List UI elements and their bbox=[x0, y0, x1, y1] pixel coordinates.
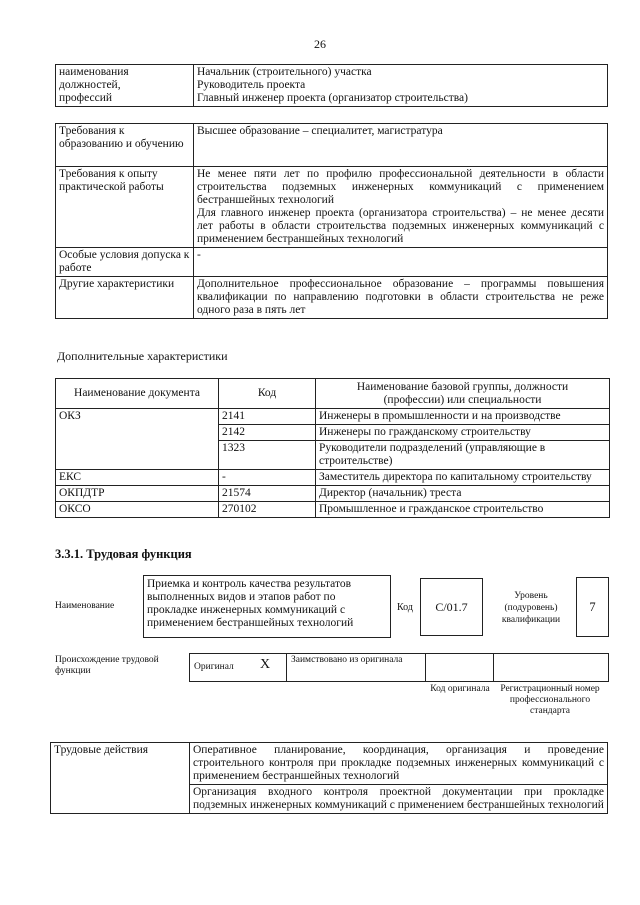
positions-table bbox=[55, 64, 608, 107]
doc-name-cell: ОКЗ bbox=[56, 409, 219, 470]
special-conditions-label: Особые условия допуска к работе bbox=[56, 248, 194, 277]
position-title: Руководитель проекта bbox=[197, 79, 306, 91]
labor-action-item: Организация входного контроля проектной документации при прокладке подземных инженерных коммуникаций с применением бестраншейных технологий bbox=[190, 785, 608, 814]
other-characteristics-value: Дополнительное профессиональное образование – программы повышения квалификации по направлению подготовки в области строительства не реже одного раза в пять лет bbox=[194, 277, 608, 319]
doc-name-cell: ЕКС bbox=[56, 470, 219, 486]
function-heading: 3.3.1. Трудовая функция bbox=[55, 547, 192, 561]
function-code-box bbox=[420, 578, 483, 636]
header-document: Наименование документа bbox=[56, 379, 219, 409]
code-cell: 2142 bbox=[219, 425, 316, 441]
experience-value-2: Для главного инженер проекта (организатора строительства) – не менее десяти лет работы в области строительства подземных инженерных коммуникаций с применением бестраншейных технологий bbox=[197, 207, 604, 245]
qualification-level-value: 7 bbox=[589, 599, 596, 614]
experience-label: Требования к опыту практической работы bbox=[56, 167, 194, 248]
positions-label-line: наименования bbox=[59, 66, 129, 78]
origin-label: Происхождение трудовой функции bbox=[55, 655, 159, 676]
group-name-cell: Заместитель директора по капитальному строительству bbox=[316, 470, 610, 486]
group-name-cell: Инженеры в промышленности и на производстве bbox=[316, 409, 610, 425]
additional-heading: Дополнительные характеристики bbox=[57, 349, 228, 363]
positions-label-cell bbox=[56, 65, 194, 107]
positions-value-cell bbox=[194, 65, 608, 107]
function-code-label: Код bbox=[397, 602, 413, 613]
header-group-name: Наименование базовой группы, должности (профессии) или специальности bbox=[316, 379, 610, 409]
qualification-level-label: Уровень (подуровень) квалификации bbox=[501, 591, 561, 625]
experience-value-cell bbox=[194, 167, 608, 248]
code-cell: 2141 bbox=[219, 409, 316, 425]
origin-original-mark: X bbox=[260, 657, 271, 672]
code-cell: 1323 bbox=[219, 441, 316, 470]
function-name-value: Приемка и контроль качества результатов выполненных видов и этапов работ по прокладке инженерных коммуникаций с применением бестраншейных технологий bbox=[147, 578, 354, 629]
origin-original-label: Оригинал bbox=[194, 662, 234, 672]
positions-label-line: профессий bbox=[59, 92, 113, 104]
origin-reg-number-label: Регистрационный номер профессионального стандарта bbox=[500, 684, 600, 716]
education-value: Высшее образование – специалитет, магистратура bbox=[194, 124, 608, 167]
group-name-cell: Руководители подразделений (управляющие в строительстве) bbox=[316, 441, 610, 470]
positions-label-line: должностей, bbox=[59, 79, 121, 91]
position-title: Главный инженер проекта (организатор строительства) bbox=[197, 92, 468, 104]
doc-name-cell: ОКПДТР bbox=[56, 486, 219, 502]
function-code-value: С/01.7 bbox=[435, 599, 468, 614]
other-characteristics-label: Другие характеристики bbox=[56, 277, 194, 319]
origin-code-cell bbox=[425, 653, 494, 682]
additional-table bbox=[55, 378, 610, 518]
labor-actions-label: Трудовые действия bbox=[51, 743, 190, 814]
page-number: 26 bbox=[314, 37, 326, 51]
labor-action-item: Оперативное планирование, координация, организация и проведение строительного контроля при прокладке подземных инженерных коммуникаций с применением бестраншейных технологий bbox=[190, 743, 608, 785]
doc-name-cell: ОКСО bbox=[56, 502, 219, 518]
function-name-label: Наименование bbox=[55, 601, 115, 611]
group-name-cell: Промышленное и гражданское строительство bbox=[316, 502, 610, 518]
function-name-box bbox=[143, 575, 391, 638]
qualification-level-box bbox=[576, 577, 609, 637]
position-title: Начальник (строительного) участка bbox=[197, 66, 372, 78]
group-name-cell: Директор (начальник) треста bbox=[316, 486, 610, 502]
experience-value-1: Не менее пяти лет по профилю профессиональной деятельности в области строительства подземных инженерных коммуникаций с применением бестраншейных технологий bbox=[197, 168, 604, 206]
code-cell: 21574 bbox=[219, 486, 316, 502]
header-code: Код bbox=[219, 379, 316, 409]
education-label: Требования к образованию и обучению bbox=[56, 124, 194, 167]
requirements-table bbox=[55, 123, 608, 319]
origin-borrowed-label: Заимствовано из оригинала bbox=[291, 655, 403, 665]
labor-actions-table bbox=[50, 742, 608, 814]
code-cell: - bbox=[219, 470, 316, 486]
group-name-cell: Инженеры по гражданскому строительству bbox=[316, 425, 610, 441]
code-cell: 270102 bbox=[219, 502, 316, 518]
origin-code-original-label: Код оригинала bbox=[430, 684, 490, 694]
special-conditions-value: - bbox=[194, 248, 608, 277]
